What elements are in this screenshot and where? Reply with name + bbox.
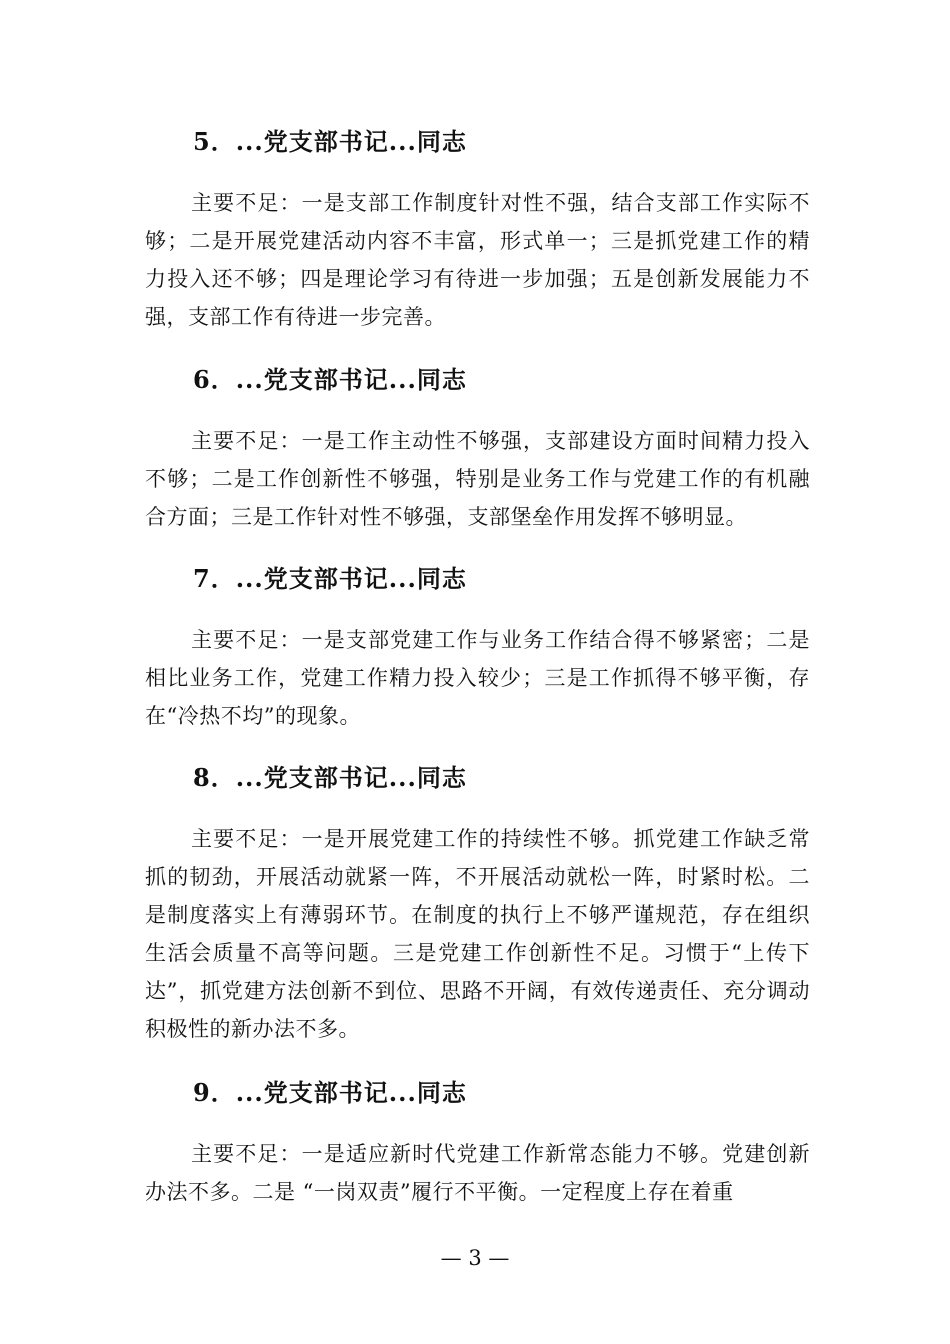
section-body-8: 主要不足：一是开展党建工作的持续性不够。抓党建工作缺乏常抓的韧劲，开展活动就紧一阵，不开展活动就松一阵，时紧时松。二是制度落实上有薄弱环节。在制度的执行上不够严谨规范，存在组织生活会质量不高等问题。三是党建工作创新性不足。习惯于“上传下达”，抓党建方法创新不到位、思路不开阔，有效传递责任、充分调动积极性的新办法不多。: [145, 827, 810, 1041]
section-body-7: 主要不足：一是支部党建工作与业务工作结合得不够紧密；二是相比业务工作，党建工作精力投入较少；三是工作抓得不够平衡，存在“冷热不均”的现象。: [145, 628, 810, 728]
section-heading-6: 6．...党支部书记...同志: [193, 365, 467, 394]
section-body-5: 主要不足：一是支部工作制度针对性不强，结合支部工作实际不够；二是开展党建活动内容不丰富，形式单一；三是抓党建工作的精力投入还不够；四是理论学习有待进一步加强；五是创新发展能力不强，支部工作有待进一步完善。: [145, 191, 810, 329]
section-heading-7: 7．...党支部书记...同志: [193, 564, 467, 593]
section-heading-9: 9．...党支部书记...同志: [193, 1078, 467, 1107]
page-number: — 3 —: [440, 1246, 510, 1270]
section-body-9: 主要不足：一是适应新时代党建工作新常态能力不够。党建创新办法不多。二是 “一岗双责”履行不平衡。一定程度上存在着重: [145, 1142, 810, 1204]
section-heading-5: 5．...党支部书记...同志: [193, 127, 467, 156]
section-heading-8: 8．...党支部书记...同志: [193, 763, 467, 792]
section-body-6: 主要不足：一是工作主动性不够强，支部建设方面时间精力投入不够；二是工作创新性不够强，特别是业务工作与党建工作的有机融合方面；三是工作针对性不够强，支部堡垒作用发挥不够明显。: [145, 429, 810, 529]
